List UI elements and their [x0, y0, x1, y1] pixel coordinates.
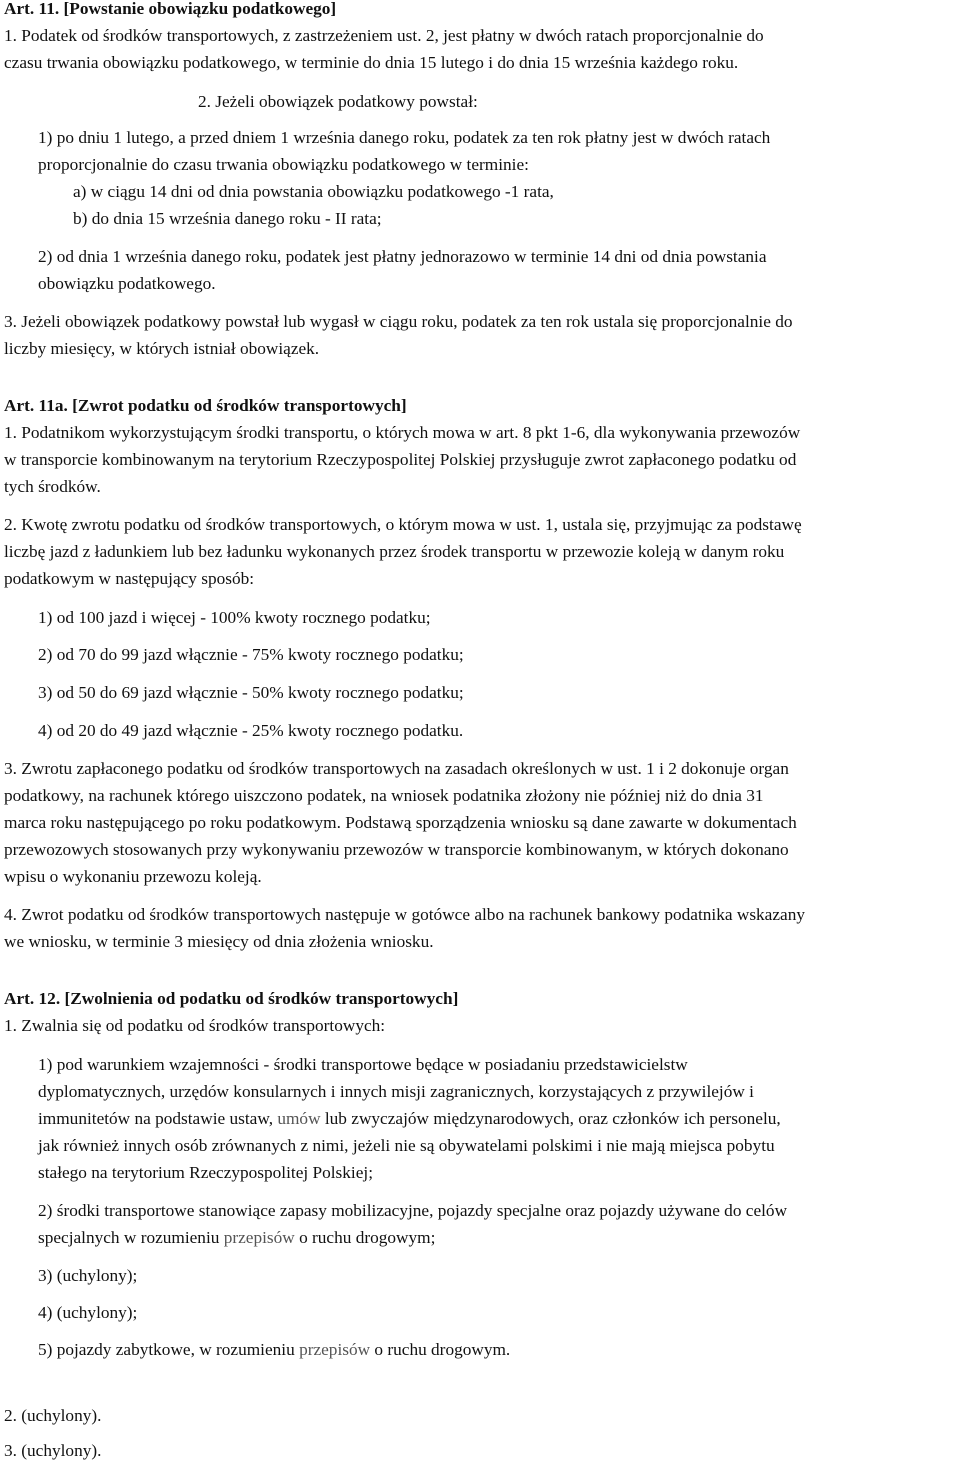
art-11-p2: 2. Jeżeli obowiązek podatkowy powstał:: [198, 92, 478, 111]
art-12-p3: 3. (uchylony).: [4, 1441, 102, 1460]
art-12-item2-line2-text-a: specjalnych w rozumieniu: [38, 1228, 224, 1247]
art-11-p2-item1-line2: proporcjonalnie do czasu trwania obowiązku podatkowego w terminie:: [38, 155, 529, 174]
art-12-item2-line2-text-b: o ruchu drogowym;: [294, 1228, 436, 1247]
art-11a-item2: 2) od 70 do 99 jazd włącznie - 75% kwoty rocznego podatku;: [38, 645, 464, 664]
art-12-item2-line1: 2) środki transportowe stanowiące zapasy mobilizacyjne, pojazdy specjalne oraz pojazdy używane do celów: [38, 1201, 788, 1220]
art-12-item1-line1: 1) pod warunkiem wzajemności - środki transportowe będące w posiadaniu przedstawicielstw: [38, 1055, 688, 1074]
art-12-p2: 2. (uchylony).: [4, 1406, 102, 1425]
art-11-p2-item1-line1: 1) po dniu 1 lutego, a przed dniem 1 września danego roku, podatek za ten rok płatny jest w dwóch ratach: [38, 128, 771, 147]
art-11-p2-item1-b: b) do dnia 15 września danego roku - II rata;: [73, 209, 382, 228]
art-11a-item3: 3) od 50 do 69 jazd włącznie - 50% kwoty rocznego podatku;: [38, 683, 464, 702]
art-11-p1-line2: czasu trwania obowiązku podatkowego, w terminie do dnia 15 lutego i do dnia 15 września każdego roku.: [4, 53, 739, 72]
art-12-item1-line3-text-b: lub zwyczajów międzynarodowych, oraz członków ich personelu,: [320, 1109, 781, 1128]
art-11a-p2-line1: 2. Kwotę zwrotu podatku od środków transportowych, o którym mowa w ust. 1, ustala się, przyjmując za podstawę: [4, 515, 802, 534]
art-11a-p4-line2: we wniosku, w terminie 3 miesięcy od dnia złożenia wniosku.: [4, 932, 434, 951]
art-11a-item4: 4) od 20 do 49 jazd włącznie - 25% kwoty rocznego podatku.: [38, 721, 464, 740]
art-12-item1-line2: dyplomatycznych, urzędów konsularnych i innych misji zagranicznych, korzystających z przywilejów i: [38, 1082, 754, 1101]
art-12-item5-text-a: 5) pojazdy zabytkowe, w rozumieniu: [38, 1340, 300, 1359]
art-12-item1-line3: [38, 1105, 781, 1132]
art-12-item1-line3-text-a: immunitetów na podstawie ustaw,: [38, 1109, 278, 1128]
art-11a-p1-line1: 1. Podatnikom wykorzystującym środki transportu, o których mowa w art. 8 pkt 1-6, dla wykonywania przewozów: [4, 423, 801, 442]
art-12-title: Art. 12. [Zwolnienia od podatku od środków transportowych]: [4, 989, 459, 1008]
art-12-item3: 3) (uchylony);: [38, 1266, 138, 1285]
art-12-p1: 1. Zwalnia się od podatku od środków transportowych:: [4, 1016, 386, 1035]
art-12-item5-text-b: o ruchu drogowym.: [370, 1340, 511, 1359]
art-11-p2-item1-a: a) w ciągu 14 dni od dnia powstania obowiązku podatkowego -1 rata,: [73, 182, 554, 201]
art-11a-title: Art. 11a. [Zwrot podatku od środków transportowych]: [4, 396, 407, 415]
art-11a-p3-line1: 3. Zwrotu zapłaconego podatku od środków transportowych na zasadach określonych w ust. 1 i 2 dokonuje organ: [4, 759, 789, 778]
art-12-item2-line2: [38, 1224, 435, 1251]
umow-link[interactable]: umów: [277, 1109, 321, 1128]
art-12-item1-line4: jak również innych osób zrównanych z nimi, jeżeli nie są obywatelami polskimi i nie mają miejsca pobytu: [38, 1136, 775, 1155]
art-11a-item1: 1) od 100 jazd i więcej - 100% kwoty rocznego podatku;: [38, 608, 431, 627]
art-11-p2-item2-line2: obowiązku podatkowego.: [38, 274, 216, 293]
art-11-p3-line2: liczby miesięcy, w których istniał obowiązek.: [4, 339, 320, 358]
art-11-p3-line1: 3. Jeżeli obowiązek podatkowy powstał lub wygasł w ciągu roku, podatek za ten rok ustala się proporcjonalnie do: [4, 312, 793, 331]
art-12-item4: 4) (uchylony);: [38, 1303, 138, 1322]
art-12-item1-line5: stałego na terytorium Rzeczypospolitej Polskiej;: [38, 1163, 373, 1182]
art-11a-p1-line3: tych środków.: [4, 477, 101, 496]
art-11-p2-item2-line1: 2) od dnia 1 września danego roku, podatek jest płatny jednorazowo w terminie 14 dni od dnia powstania: [38, 247, 767, 266]
art-11a-p3-line5: wpisu o wykonaniu przewozu koleją.: [4, 867, 262, 886]
art-11a-p3-line4: przewozowych stosowanych przy wykonywaniu przewozów w transporcie kombinowanym, w których dokonano: [4, 840, 789, 859]
art-11a-p4-line1: 4. Zwrot podatku od środków transportowych następuje w gotówce albo na rachunek bankowy podatnika wskazany: [4, 905, 805, 924]
przepisow-link-2[interactable]: przepisów: [299, 1340, 371, 1359]
art-11a-p2-line2: liczbę jazd z ładunkiem lub bez ładunku wykonanych przez środek transportu w przewozie koleją w danym roku: [4, 542, 785, 561]
art-11a-p3-line2: podatkowy, na rachunek którego uiszczono podatek, na wniosek podatnika złożony nie później niż do dnia 31: [4, 786, 764, 805]
art-11-p1-line1: 1. Podatek od środków transportowych, z zastrzeżeniem ust. 2, jest płatny w dwóch ratach proporcjonalnie do: [4, 26, 764, 45]
art-11-title: Art. 11. [Powstanie obowiązku podatkowego]: [4, 0, 337, 18]
przepisow-link[interactable]: przepisów: [223, 1228, 295, 1247]
art-12-item5: [38, 1336, 510, 1363]
art-11a-p3-line3: marca roku następującego po roku podatkowym. Podstawą sporządzenia wniosku są dane zawarte w dokumentach: [4, 813, 797, 832]
art-11a-p2-line3: podatkowym w następujący sposób:: [4, 569, 255, 588]
art-11a-p1-line2: w transporcie kombinowanym na terytorium Rzeczypospolitej Polskiej przysługuje zwrot zapłaconego podatku od: [4, 450, 797, 469]
